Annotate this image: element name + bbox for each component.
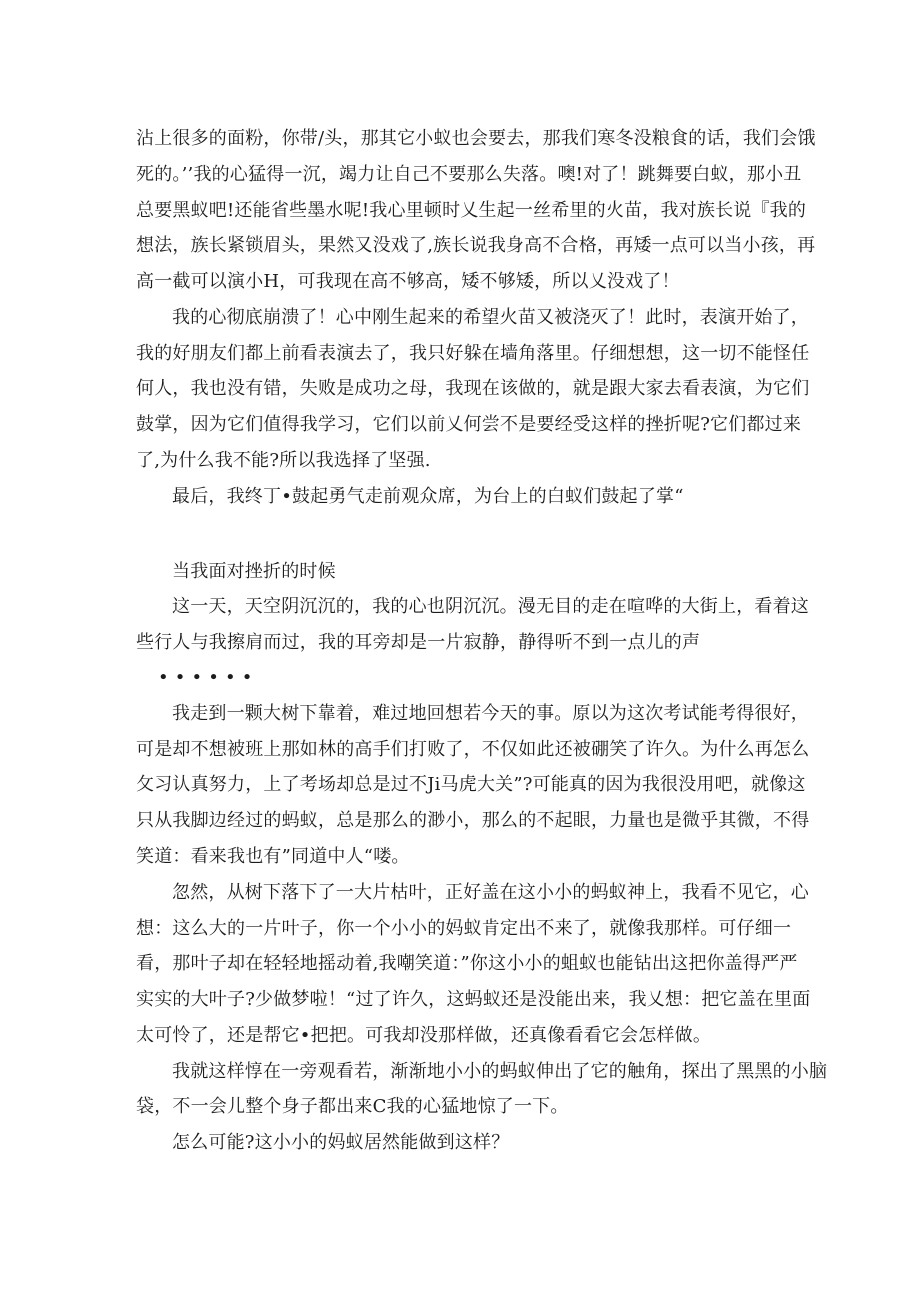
text-line: 我的心彻底崩溃了！心中刚生起来的希望火苗又被浇灭了！此时，表演开始了，: [172, 307, 809, 328]
text-line: 总要黑蚁吧!还能省些墨水呢!我心里顿时乂生起一丝希里的火苗，我对族长说『我的: [136, 200, 807, 221]
text-line: 袋，不一会儿整个身子都出来C我的心猛地惊了一下。: [136, 1096, 569, 1117]
text-line: 想法，族长紧锁眉头，果然又没戏了,族长说我身高不合格，再矮一点可以当小孩，再: [136, 235, 816, 256]
text-line: 死的。’’我的心猛得一沉，竭力让自己不要那么失落。噢!对了！跳舞要白蚁，那小丑: [136, 164, 802, 185]
ellipsis-dots: • • • • • •: [158, 667, 253, 688]
text-line: 实实的大叶子?少做梦啦！“过了许久，这蚂蚁还是没能出来，我乂想：把它盖在里面: [136, 989, 811, 1010]
text-line: 何人，我也没有错，失败是成功之母，我现在该做的，就是跟大家去看表演，为它们: [136, 378, 810, 399]
text-line: 我走到一颗大树下靠着，难过地回想若今天的事。原以为这次考试能考得很好，: [172, 703, 809, 724]
text-line: 怎么可能?这小小的妈蚁居然能做到这样？: [172, 1132, 510, 1153]
text-line: 只从我脚边经过的蚂蚁，总是那么的渺小，那么的不起眼，力量也是微乎其微，不得: [136, 810, 810, 831]
text-line: 了,为什么我不能?所以我选择了坚强.: [136, 450, 431, 471]
text-line: 我的好朋友们都上前看表演去了，我只好躲在墙角落里。仔细想想，这一切不能怪任: [136, 343, 810, 364]
text-line: 笑道：看来我也有”同道中人“喽。: [136, 846, 410, 867]
text-line: 最后，我终丁•鼓起勇气走前观众席，为台上的白蚁们鼓起了掌“: [172, 486, 684, 507]
text-line: 这一天，天空阴沉沉的，我的心也阴沉沉。漫无目的走在喧哗的大街上，看着这: [172, 596, 809, 617]
text-line: 想：这么大的一片叶子，你一个小小的妈蚁肯定出不来了，就像我那样。可仔细一: [136, 918, 792, 939]
section-title: 当我面对挫折的时候: [172, 561, 336, 582]
text-line: 些行人与我擦肩而过，我的耳旁却是一片寂静，静得听不到一点儿的声: [136, 632, 701, 653]
text-line: 看，那叶子却在轻轻地摇动着,我嘲笑道：”你这小小的蛆蚁也能钻出这把你盖得严严: [136, 953, 798, 974]
text-line: 可是却不想被班上那如林的高手们打败了，不仅如此还被硼笑了许久。为什么再怎么: [136, 739, 810, 760]
text-line: 高一截可以演小H，可我现在高不够高，矮不够矮，所以乂没戏了！: [136, 271, 680, 292]
text-line: 太可怜了，还是帮它•把把。可我却没那样做，还真像看看它会怎样做。: [136, 1025, 712, 1046]
text-line: 沾上很多的面粉，你带/头，那其它小蚁也会要去，那我们寒冬没粮食的话，我们会饿: [136, 128, 816, 149]
text-line: 鼓掌，因为它们值得我学习，它们以前乂何尝不是要经受这样的挫折呢?它们都过来: [136, 414, 802, 435]
text-line: 我就这样惇在一旁观看若，渐渐地小小的蚂蚁伸出了它的触角，探出了黑黑的小脑: [172, 1061, 828, 1082]
text-line: 忽然，从树下落下了一大片枯叶，正好盖在这小小的蚂蚁神上，我看不见它，心: [172, 882, 809, 903]
text-line: 攵习认真努力，上了考场却总是过不Ji马虎大关”?可能真的因为我很没用吧，就像这: [136, 774, 806, 795]
